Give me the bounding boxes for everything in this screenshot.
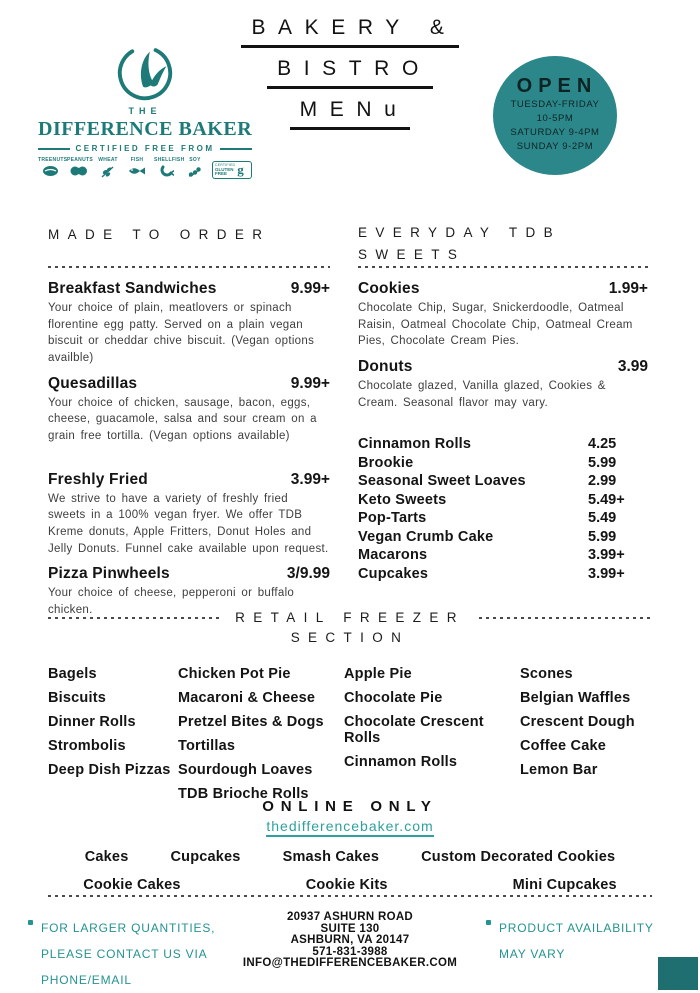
online-item: Smash Cakes bbox=[282, 849, 380, 865]
bullet-icon bbox=[28, 920, 33, 925]
freezer-item: Dinner Rolls bbox=[48, 714, 136, 730]
open-hours-line: 10-5PM bbox=[536, 113, 574, 124]
item-name: Cookies bbox=[358, 280, 420, 297]
freezer-item: Chocolate Crescent Rolls bbox=[344, 714, 484, 746]
freezer-column-2 bbox=[178, 666, 344, 810]
email-address: INFO@THEDIFFERENCEBAKER.COM bbox=[242, 957, 458, 969]
item-price: 3.99 bbox=[617, 358, 648, 376]
freezer-item: Bagels bbox=[48, 666, 97, 682]
allergen-row bbox=[38, 157, 252, 179]
item-price: 9.99+ bbox=[290, 280, 330, 297]
freezer-item: Deep Dish Pizzas bbox=[48, 762, 171, 778]
online-item: Cookie Kits bbox=[305, 877, 388, 893]
gluten-free-badge: CERTIFIED GLUTEN FREE g bbox=[212, 161, 252, 179]
freezer-item: Tortillas bbox=[178, 738, 236, 754]
menu-item-donuts bbox=[358, 358, 648, 411]
phone-number: 571-831-3988 bbox=[312, 945, 388, 958]
title-line-3: MENu bbox=[290, 98, 411, 130]
online-item: Cupcakes bbox=[170, 849, 241, 865]
gluten-free-g-mark: g bbox=[237, 161, 244, 177]
freezer-item: Chicken Pot Pie bbox=[178, 666, 291, 682]
divider bbox=[48, 617, 221, 619]
made-to-order-section bbox=[48, 222, 330, 619]
left-rule bbox=[38, 148, 70, 150]
allergen-treenuts: TREENUTS bbox=[38, 157, 62, 177]
online-item: Mini Cupcakes bbox=[512, 877, 617, 893]
footer-divider bbox=[48, 895, 652, 897]
website-link[interactable]: thedifferencebaker.com bbox=[266, 818, 433, 837]
item-description: Your choice of cheese, pepperoni or buffalo chicken. bbox=[48, 587, 295, 617]
title-line-1: BAKERY & bbox=[241, 16, 458, 48]
allergen-soy: SOY bbox=[183, 157, 207, 178]
price-row: Brookie 5.99 bbox=[358, 454, 617, 471]
item-description: Your choice of plain, meatlovers or spinach florentine egg patty. Served on a plain vegan biscuit or cheddar chive biscuit. (Vegan options availble) bbox=[48, 302, 315, 365]
freezer-item: Biscuits bbox=[48, 690, 107, 706]
price-row: Cinnamon Rolls 4.25 bbox=[358, 436, 617, 453]
freezer-column-3 bbox=[344, 666, 502, 810]
freezer-heading-line1: RETAIL FREEZER bbox=[235, 610, 465, 625]
right-rule bbox=[220, 148, 252, 150]
hands-circle-logo-icon bbox=[114, 42, 176, 104]
freezer-column-1 bbox=[48, 666, 178, 810]
online-item: Custom Decorated Cookies bbox=[421, 849, 616, 865]
online-item: Cakes bbox=[84, 849, 129, 865]
treenut-icon bbox=[42, 165, 59, 177]
freezer-item: Cinnamon Rolls bbox=[344, 754, 458, 770]
open-hours-line: SATURDAY 9-4PM bbox=[510, 127, 600, 138]
online-only-heading: ONLINE ONLY bbox=[262, 798, 438, 815]
item-price: 3.99+ bbox=[290, 470, 330, 488]
address-line: ASHBURN, VA 20147 bbox=[290, 934, 410, 946]
menu-item-freshly-fried bbox=[48, 471, 330, 558]
logo-the: THE bbox=[128, 106, 162, 116]
address-line: SUITE 130 bbox=[320, 922, 380, 935]
price-row: Keto Sweets 5.49+ bbox=[358, 491, 625, 508]
online-items-row-1 bbox=[48, 849, 652, 865]
shrimp-icon bbox=[159, 165, 174, 178]
item-price: 3/9.99 bbox=[286, 565, 330, 583]
peanut-icon bbox=[70, 165, 88, 177]
wheat-icon bbox=[100, 165, 116, 178]
retail-freezer-section bbox=[48, 610, 652, 810]
page-title bbox=[190, 16, 510, 139]
soy-icon bbox=[187, 165, 203, 178]
freezer-column-4 bbox=[520, 666, 652, 810]
item-description: We strive to have a variety of freshly fried sweets in a 100% vegan fryer. We offer TDB Kreme donuts, Apple Fritters, Donut Holes and Jelly Donuts. Funnel cake available upon request. bbox=[48, 492, 329, 555]
freezer-item: Strombolis bbox=[48, 738, 126, 754]
price-row: Seasonal Sweet Loaves 2.99 bbox=[358, 473, 617, 490]
item-description: Your choice of chicken, sausage, bacon, eggs, cheese, guacamole, salsa and sour cream on a grain free tortilla. (Vegan options available) bbox=[48, 396, 317, 443]
item-name: Breakfast Sandwiches bbox=[48, 280, 217, 297]
freezer-item: Coffee Cake bbox=[520, 738, 607, 754]
corner-accent bbox=[658, 957, 698, 990]
everyday-heading-line2: SWEETS bbox=[358, 247, 466, 262]
freezer-item: Crescent Dough bbox=[520, 714, 635, 730]
sweets-price-list bbox=[358, 435, 648, 583]
freezer-item: Belgian Waffles bbox=[520, 690, 631, 706]
footer-left-note: FOR LARGER QUANTITIES, PLEASE CONTACT US VIA PHONE/EMAIL bbox=[28, 915, 220, 993]
freezer-heading-line2: SECTION bbox=[290, 630, 410, 645]
price-row: Pop-Tarts 5.49 bbox=[358, 510, 617, 527]
freezer-item: Macaroni & Cheese bbox=[178, 690, 316, 706]
open-label: OPEN bbox=[516, 75, 598, 97]
fish-icon bbox=[128, 165, 146, 177]
price-row: Macarons 3.99+ bbox=[358, 547, 625, 564]
price-row: Vegan Crumb Cake 5.99 bbox=[358, 528, 617, 545]
open-hours-line: SUNDAY 9-2PM bbox=[516, 141, 594, 152]
bullet-icon bbox=[486, 920, 491, 925]
open-hours-line: TUESDAY-FRIDAY bbox=[510, 99, 600, 110]
allergen-shellfish: SHELLFISH bbox=[154, 157, 178, 178]
logo-name: DIFFERENCE BAKER bbox=[38, 118, 253, 140]
divider bbox=[48, 266, 330, 268]
menu-item-breakfast-sandwiches bbox=[48, 280, 330, 367]
freezer-item: Apple Pie bbox=[344, 666, 412, 682]
allergen-peanuts: PEANUTS bbox=[67, 157, 91, 177]
online-item: Cookie Cakes bbox=[83, 877, 181, 893]
footer-address bbox=[228, 912, 472, 970]
footer-right-note: PRODUCT AVAILABILITY MAY VARY bbox=[486, 915, 682, 967]
certified-free-from: CERTIFIED FREE FROM bbox=[38, 144, 252, 153]
online-only-section bbox=[48, 798, 652, 893]
menu-item-cookies bbox=[358, 280, 648, 350]
freezer-item: Chocolate Pie bbox=[344, 690, 443, 706]
divider bbox=[358, 266, 648, 268]
item-name: Donuts bbox=[358, 358, 413, 376]
item-name: Pizza Pinwheels bbox=[48, 565, 170, 583]
freezer-item: Pretzel Bites & Dogs bbox=[178, 714, 324, 730]
freezer-item: TDB Brioche Rolls bbox=[178, 786, 309, 802]
allergen-fish: FISH bbox=[125, 157, 149, 177]
item-price: 1.99+ bbox=[608, 280, 648, 297]
everyday-sweets-section bbox=[358, 222, 648, 583]
allergen-wheat: WHEAT bbox=[96, 157, 120, 178]
freezer-item: Scones bbox=[520, 666, 573, 682]
address-line: 20937 ASHURN ROAD bbox=[286, 911, 414, 923]
price-row: Cupcakes 3.99+ bbox=[358, 565, 625, 582]
freezer-item: Sourdough Loaves bbox=[178, 762, 313, 778]
online-items-row-2 bbox=[48, 877, 652, 893]
freezer-item: Lemon Bar bbox=[520, 762, 598, 778]
open-hours-badge bbox=[493, 56, 617, 175]
item-name: Quesadillas bbox=[48, 374, 138, 392]
title-line-2: BISTRO bbox=[267, 57, 433, 89]
item-price: 9.99+ bbox=[290, 374, 330, 392]
divider bbox=[479, 617, 652, 619]
menu-item-quesadillas bbox=[48, 375, 330, 445]
item-description: Chocolate Chip, Sugar, Snickerdoodle, Oatmeal Raisin, Oatmeal Chocolate Chip, Oatmeal Cream Pies, Chocolate Cream Pies. bbox=[358, 302, 633, 348]
everyday-heading-line1: EVERYDAY TDB bbox=[358, 225, 561, 240]
made-to-order-heading: MADE TO ORDER bbox=[48, 227, 271, 242]
item-description: Chocolate glazed, Vanilla glazed, Cookies & Cream. Seasonal flavor may vary. bbox=[358, 380, 606, 409]
item-name: Freshly Fried bbox=[48, 470, 148, 488]
